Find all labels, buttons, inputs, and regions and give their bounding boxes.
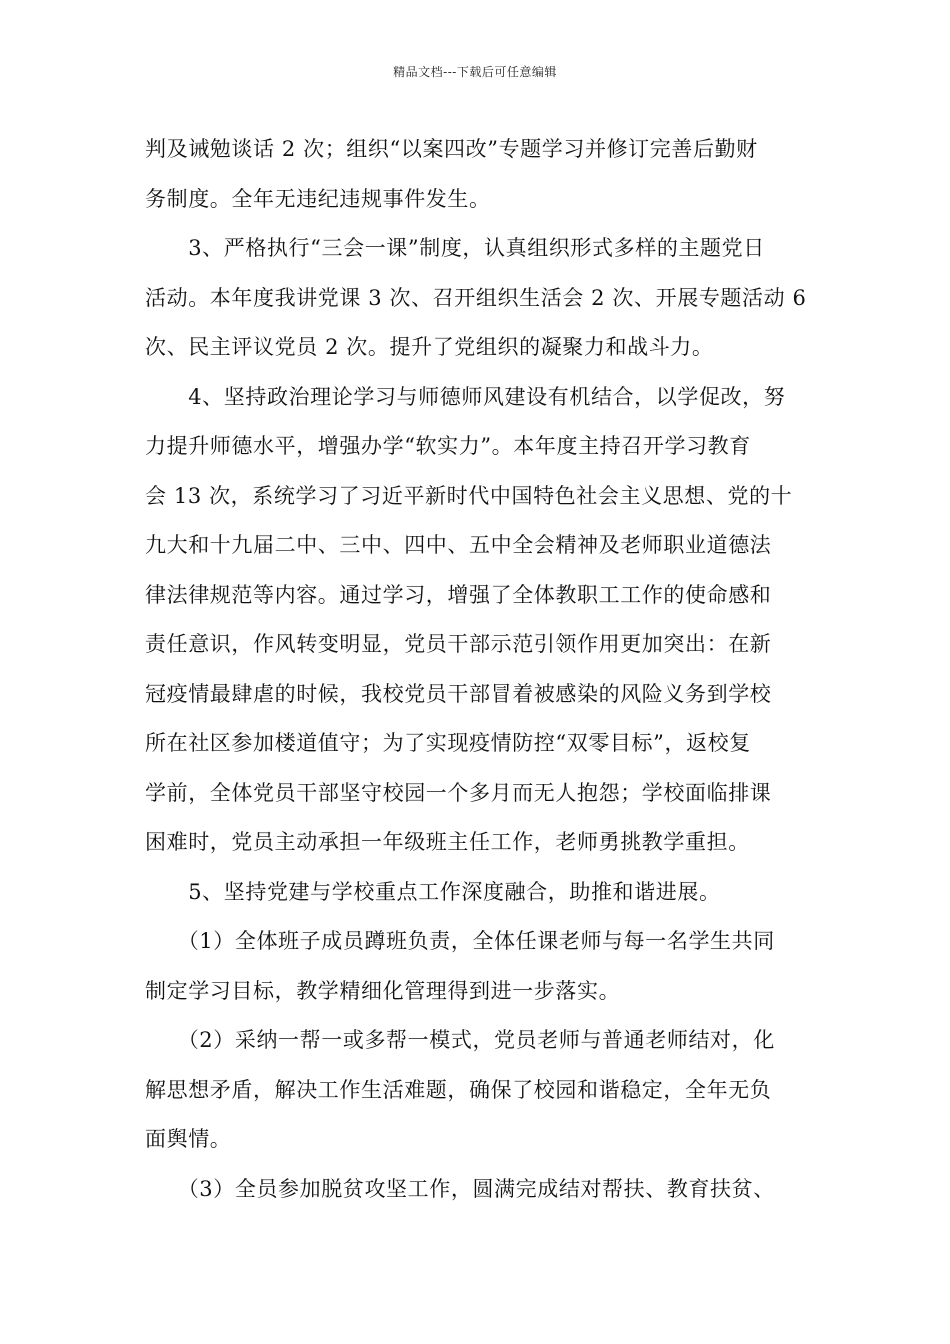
text-line: （1）全体班子成员蹲班负责，全体任课老师与每一名学生共同 [145, 929, 775, 953]
text-line: 律法律规范等内容。通过学习，增强了全体教职工工作的使命感和 [145, 582, 772, 607]
text-line: （3）全员参加脱贫攻坚工作，圆满完成结对帮扶、教育扶贫、 [145, 1176, 775, 1201]
text-line: 力提升师德水平，增强办学“软实力”。本年度主持召开学习教育 [145, 434, 751, 458]
text-line: （2）采纳一帮一或多帮一模式，党员老师与普通老师结对，化 [145, 1028, 775, 1052]
page-header: 精品文档---下载后可任意编辑 [393, 65, 557, 79]
text-line: 冠疫情最肆虐的时候，我校党员干部冒着被感染的风险义务到学校 [145, 681, 772, 706]
text-line: 困难时，党员主动承担一年级班主任工作，老师勇挑教学重担。 [145, 830, 750, 854]
text-line: 判及诫勉谈话 2 次；组织“以案四改”专题学习并修订完善后勤财 [145, 137, 758, 161]
document-body [145, 125, 807, 1214]
text-line: 次、民主评议党员 2 次。提升了党组织的凝聚力和战斗力。 [145, 335, 714, 359]
text-line: 活动。本年度我讲党课 3 次、召开组织生活会 2 次、开展专题活动 6 [145, 285, 807, 310]
text-line: 4、坚持政治理论学习与师德师风建设有机结合，以学促改，努 [145, 384, 786, 409]
text-line: 解思想矛盾，解决工作生活难题，确保了校园和谐稳定，全年无负 [145, 1077, 772, 1102]
text-line: 学前，全体党员干部坚守校园一个多月而无人抱怨；学校面临排课 [145, 780, 772, 805]
text-line: 3、严格执行“三会一课”制度，认真组织形式多样的主题党日 [145, 236, 765, 260]
text-line: 面舆情。 [145, 1127, 232, 1151]
text-line: 九大和十九届二中、三中、四中、五中全会精神及老师职业道德法 [145, 533, 772, 557]
text-line: 责任意识，作风转变明显，党员干部示范引领作用更加突出：在新 [145, 632, 772, 656]
text-line: 5、坚持党建与学校重点工作深度融合，助推和谐进展。 [145, 879, 721, 904]
text-line: 会 13 次，系统学习了习近平新时代中国特色社会主义思想、党的十 [145, 483, 793, 508]
text-line: 所在社区参加楼道值守；为了实现疫情防控“双零目标”，返校复 [145, 731, 751, 755]
text-line: 务制度。全年无违纪违规事件发生。 [145, 186, 491, 211]
text-line: 制定学习目标，教学精细化管理得到进一步落实。 [145, 978, 621, 1003]
